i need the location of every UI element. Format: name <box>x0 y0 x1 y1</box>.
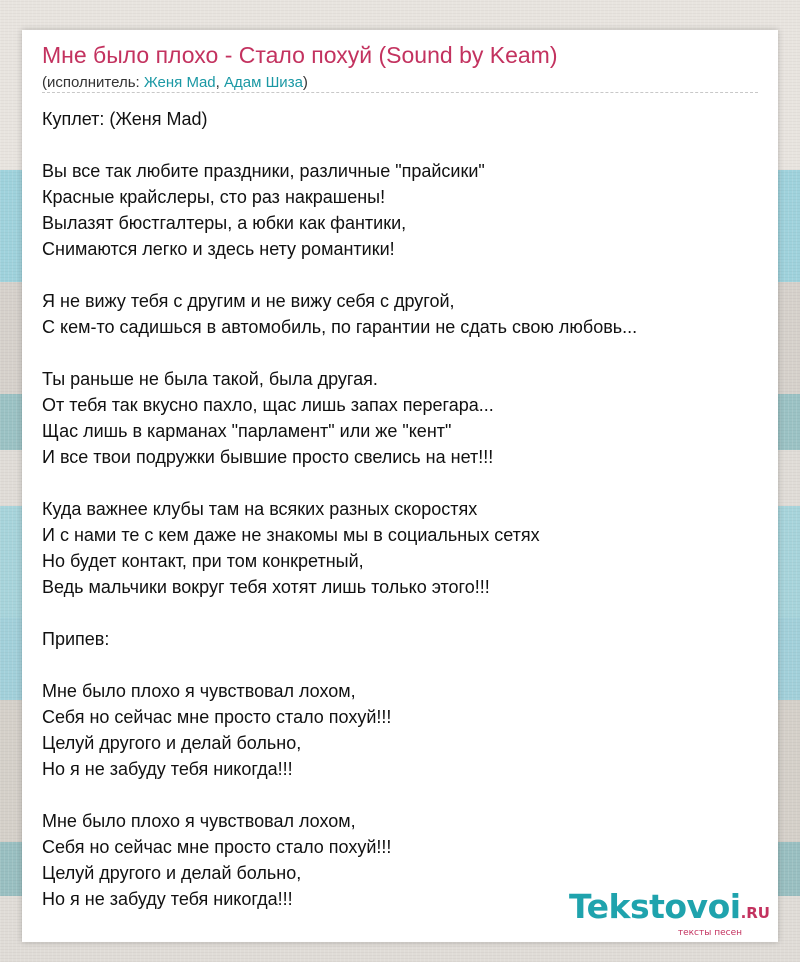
lyrics-line: И все твои подружки бывшие просто свелись на нет!!! <box>42 447 494 467</box>
logo-wordmark <box>569 889 770 931</box>
lyrics-line: С кем-то садишься в автомобиль, по гарантии не сдать свою любовь... <box>42 317 638 337</box>
logo-tagline: тексты песен <box>677 928 742 938</box>
lyrics-line: Снимаются легко и здесь нету романтики! <box>42 239 395 259</box>
lyrics-line: Себя но сейчас мне просто стало похуй!!! <box>42 837 392 857</box>
lyrics-line: Целуй другого и делай больно, <box>42 733 302 753</box>
lyrics-line: Мне было плохо я чувствовал лохом, <box>42 811 356 831</box>
lyrics-line: Куда важнее клубы там на всяких разных скоростях <box>42 499 478 519</box>
lyrics-line: От тебя так вкусно пахло, щас лишь запах перегара... <box>42 395 494 415</box>
lyrics-line: Себя но сейчас мне просто стало похуй!!! <box>42 707 392 727</box>
lyrics-line: Но я не забуду тебя никогда!!! <box>42 759 293 779</box>
artist-prefix: (исполнитель: <box>42 74 144 91</box>
lyrics-line: Вылазят бюстгалтеры, а юбки как фантики, <box>42 213 407 233</box>
artist-line <box>42 74 308 91</box>
lyrics-text <box>42 106 758 938</box>
lyrics-stanza <box>42 366 758 470</box>
lyrics-card <box>22 30 778 942</box>
lyrics-stanza <box>42 678 758 782</box>
logo-tld: .RU <box>740 904 770 922</box>
lyrics-line: Мне было плохо я чувствовал лохом, <box>42 681 356 701</box>
lyrics-stanza <box>42 626 758 652</box>
artist-separator: , <box>215 74 224 91</box>
lyrics-line: Ведь мальчики вокруг тебя хотят лишь только этого!!! <box>42 577 490 597</box>
lyrics-line: Щас лишь в карманах "парламент" или же "кент" <box>42 421 452 441</box>
logo-name: Tekstovoi <box>569 887 741 926</box>
lyrics-line: Куплет: (Женя Mad) <box>42 109 208 129</box>
artist-link-adam-shiza[interactable]: Адам Шиза <box>223 74 303 91</box>
lyrics-line: Но будет контакт, при том конкретный, <box>42 551 364 571</box>
lyrics-stanza <box>42 158 758 262</box>
lyrics-line: Вы все так любите праздники, различные "прайсики" <box>42 161 485 181</box>
artist-suffix: ) <box>302 74 308 91</box>
lyrics-line: Ты раньше не была такой, была другая. <box>42 369 378 389</box>
lyrics-line: Но я не забуду тебя никогда!!! <box>42 889 293 909</box>
header-divider <box>42 92 758 93</box>
lyrics-stanza <box>42 106 758 132</box>
lyrics-line: И с нами те с кем даже не знакомы мы в социальных сетях <box>42 525 540 545</box>
lyrics-line: Припев: <box>42 629 110 649</box>
lyrics-stanza <box>42 288 758 340</box>
artist-link-zhenya-mad[interactable]: Женя Mad <box>143 74 216 91</box>
lyrics-line: Я не вижу тебя с другим и не вижу себя с другой, <box>42 291 455 311</box>
song-title: Мне было плохо - Стало похуй (Sound by Keam) <box>42 42 558 68</box>
lyrics-stanza <box>42 496 758 600</box>
site-logo[interactable] <box>569 889 770 938</box>
lyrics-line: Целуй другого и делай больно, <box>42 863 302 883</box>
lyrics-line: Красные крайслеры, сто раз накрашены! <box>42 187 386 207</box>
